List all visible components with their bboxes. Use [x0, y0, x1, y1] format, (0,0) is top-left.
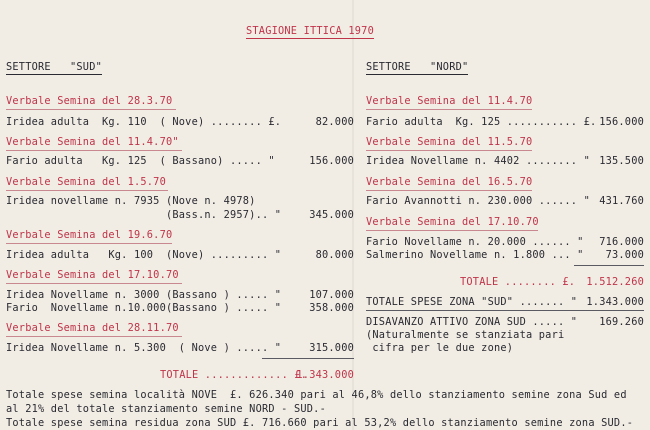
footer-line: Totale spese semina residua zona SUD £. 716.660 pari al 53,2% dello stanziamento semine zona SUD.- — [6, 417, 634, 429]
north-entry-amount: 156.000 — [599, 116, 644, 128]
disavanzo-label: DISAVANZO ATTIVO ZONA SUD ..... " — [366, 316, 578, 328]
south-entry-amount: 82.000 — [315, 116, 354, 128]
section-underline — [366, 150, 532, 151]
north-entry-amount: 135.500 — [599, 155, 644, 167]
south-section-title: Verbale Semina del 28.3.70 — [6, 95, 173, 107]
north-entry-text: Iridea Novellame n. 4402 ........ " — [366, 155, 590, 167]
north-totale-value: 1.512.260 — [586, 276, 644, 288]
section-underline — [6, 336, 182, 337]
page-title: STAGIONE ITTICA 1970 — [246, 25, 374, 37]
south-entry-text: Iridea novellame n. 7935 (Nove n. 4978) — [6, 195, 256, 207]
south-section-title: Verbale Semina del 1.5.70 — [6, 176, 166, 188]
note-line: (Naturalmente se stanziata pari — [366, 329, 565, 341]
south-entry-text: Iridea Novellame n. 5.300 ( Nove ) ..... " — [6, 342, 282, 354]
section-underline — [6, 109, 176, 110]
footer-line: Totale spese semina località NOVE £. 626.340 pari al 46,8% dello stanziamento semine zona Sud ed — [6, 389, 627, 401]
south-entry-text: Iridea adulta Kg. 110 ( Nove) ........ £. — [6, 116, 282, 128]
south-entry-amount: 358.000 — [309, 302, 354, 314]
section-underline — [366, 230, 538, 231]
section-underline — [6, 243, 172, 244]
south-entry-text: Fario Novellame n.10.000(Bassano ) ..... " — [6, 302, 282, 314]
south-entry-amount: 315.000 — [309, 342, 354, 354]
spese-sud-value: 1.343.000 — [586, 296, 644, 308]
north-entry-text: Salmerino Novellame n. 1.800 ... " — [366, 249, 584, 261]
south-entry-text: (Bass.n. 2957).. " — [6, 209, 282, 221]
south-section-title: Verbale Semina del 28.11.70 — [6, 322, 179, 334]
south-entry-text: Fario adulta Kg. 125 ( Bassano) ..... " — [6, 155, 275, 167]
north-section-title: Verbale Semina del 11.4.70 — [366, 95, 533, 107]
north-totale-label: TOTALE ........ £. — [460, 276, 576, 288]
spese-sud-label: TOTALE SPESE ZONA "SUD" ....... " — [366, 296, 578, 308]
section-underline — [6, 150, 182, 151]
section-underline — [366, 190, 532, 191]
total-rule — [262, 358, 354, 359]
south-entry-text: Iridea Novellame n. 3000 (Bassano ) ..... " — [6, 289, 282, 301]
north-entry-amount: 73.000 — [605, 249, 644, 261]
disavanzo-value: 169.260 — [599, 316, 644, 328]
south-entry-amount: 80.000 — [315, 249, 354, 261]
north-entry-text: Fario Avannotti n. 230.000 ...... " — [366, 195, 590, 207]
north-sector-header: SETTORE "NORD" — [366, 61, 469, 73]
section-underline — [6, 190, 168, 191]
south-total-label: TOTALE ............. £. — [160, 369, 308, 381]
north-section-title: Verbale Semina del 16.5.70 — [366, 176, 533, 188]
north-entry-text: Fario adulta Kg. 125 ........... £. — [366, 116, 597, 128]
north-entry-amount: 716.000 — [599, 236, 644, 248]
section-underline — [6, 283, 182, 284]
south-sector-header: SETTORE "SUD" — [6, 61, 102, 73]
south-entry-amount: 107.000 — [309, 289, 354, 301]
total-rule — [574, 265, 644, 266]
footer-line: al 21% del totale stanziamento semine NORD - SUD.- — [6, 403, 326, 415]
balance-rule — [366, 310, 644, 311]
south-total-value: 1.343.000 — [296, 369, 354, 381]
south-entry-amount: 345.000 — [309, 209, 354, 221]
note-line: cifra per le due zone) — [366, 342, 514, 354]
north-entry-text: Fario Novellame n. 20.000 ...... " — [366, 236, 584, 248]
south-entry-amount: 156.000 — [309, 155, 354, 167]
south-section-title: Verbale Semina del 19.6.70 — [6, 229, 173, 241]
north-section-title: Verbale Semina del 17.10.70 — [366, 216, 539, 228]
north-section-title: Verbale Semina del 11.5.70 — [366, 136, 533, 148]
south-section-title: Verbale Semina del 11.4.70" — [6, 136, 179, 148]
south-entry-text: Iridea adulta Kg. 100 (Nove) ......... " — [6, 249, 282, 261]
section-underline — [366, 109, 532, 110]
north-entry-amount: 431.760 — [599, 195, 644, 207]
south-section-title: Verbale Semina del 17.10.70 — [6, 269, 179, 281]
